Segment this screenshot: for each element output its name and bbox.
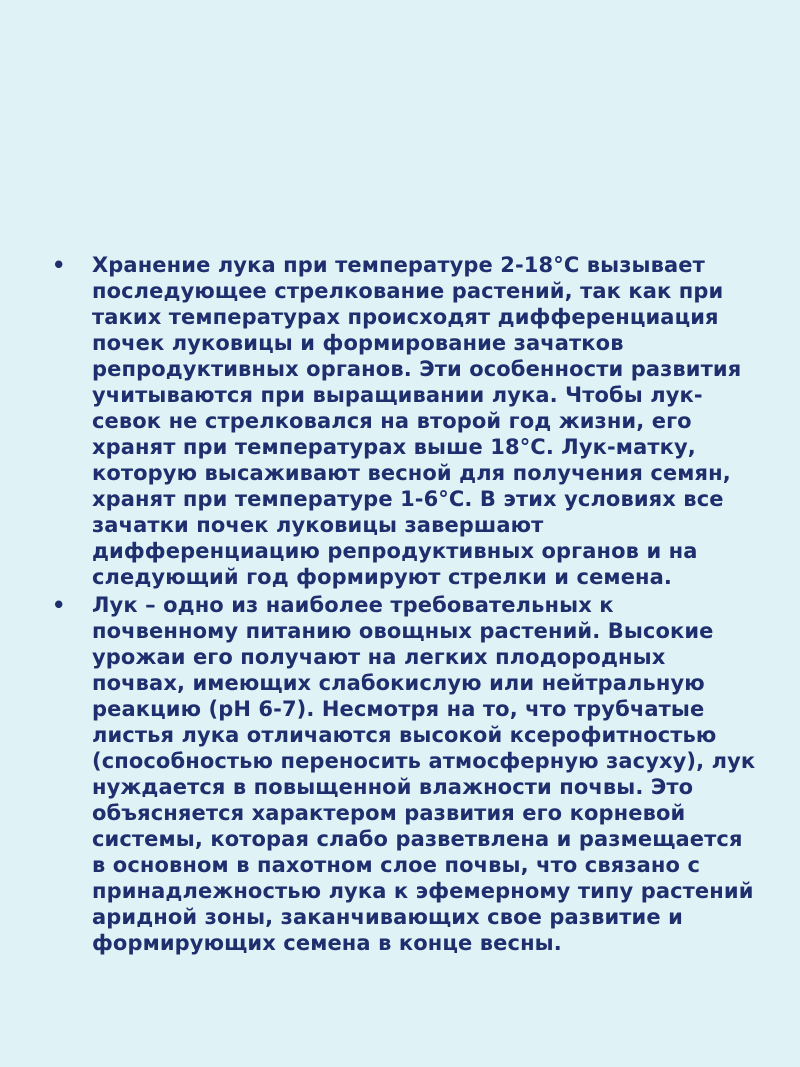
bullet-icon: • <box>52 593 66 617</box>
bullet-text-onion-storage: Хранение лука при температуре 2-18°С вызывает последующее стрелкование растений, так как при таких температурах происходят дифференциация почек луковицы и формирование зачатков репродуктивных органов. Эти особенности развития учитываются при выращивании лука. Чтобы лук-севок не стрелковался на второй год жизни, его хранят при температурах выше 18°С. Лук-матку, которую высаживают весной для получения семян, хранят при температуре 1-6°С. В этих условиях все зачатки почек луковицы завершают дифференциацию репродуктивных органов и на следующий год формируют стрелки и семена. <box>92 253 742 589</box>
bullet-list <box>52 252 757 956</box>
bullet-text-soil-nutrition: Лук – одно из наиболее требовательных к почвенному питанию овощных растений. Высокие урожаи его получают на легких плодородных почвах, имеющих слабокислую или нейтральную реакцию (рН 6-7). Несмотря на то, что трубчатые листья лука отличаются высокой ксерофитностью (способностью переносить атмосферную засуху), лук нуждается в повыщенной влажности почвы. Это объясняется характером развития его корневой системы, которая слабо разветвлена и размещается в основном в пахотном слое почвы, что связано с принадлежностью лука к эфемерному типу растений аридной зоны, заканчивающих свое развитие и формирующих семена в конце весны. <box>92 593 756 955</box>
slide-content <box>52 252 757 958</box>
bullet-item-soil-nutrition <box>52 592 757 956</box>
bullet-icon: • <box>52 253 66 277</box>
bullet-item-onion-storage <box>52 252 757 590</box>
